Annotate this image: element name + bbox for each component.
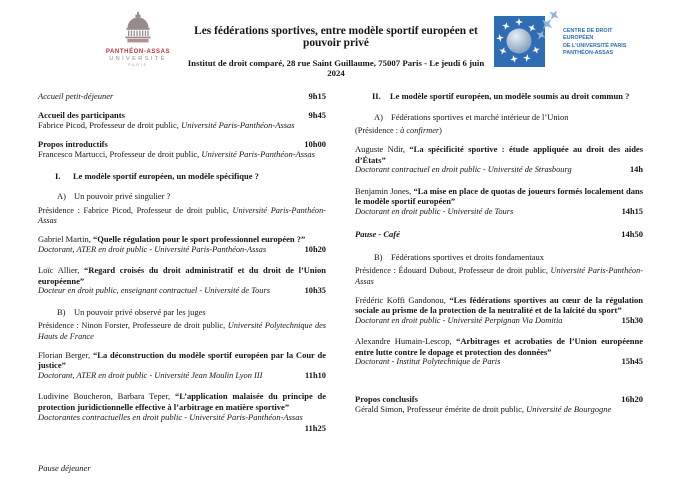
assas-logo-line3: PARIS: [128, 63, 148, 67]
subsection-heading-1a: [57, 191, 326, 202]
page-title: Les fédérations sportives, entre modèle sportif européen et pouvoir privé: [194, 25, 478, 49]
talk-jones: [355, 186, 643, 217]
program-item-closing: [355, 394, 643, 415]
session-title: Propos introductifs: [38, 138, 108, 149]
talk-quote: “La mise en place de quotas de joueurs formés localement dans le modèle sportif européen”: [355, 185, 643, 207]
speaker-name: Benjamin Jones,: [355, 185, 412, 196]
speaker-name: Alexandre Humain-Lescop,: [355, 336, 452, 347]
speaker-role: Doctorant en droit public - Université de Tours: [355, 206, 514, 216]
speaker-affiliation: Université Paris-Panthéon-Assas: [201, 149, 315, 160]
header: [38, 10, 644, 78]
item-time: 14h50: [621, 229, 643, 240]
speaker-role: Doctorant, ATER en droit public - Université Paris-Panthéon-Assas: [38, 244, 267, 254]
speaker-role: Doctorantes contractuelles en droit public - Université Paris-Panthéon-Assas: [38, 412, 303, 423]
eu-stars-globe-icon: [494, 11, 560, 74]
speaker-affiliation: Université Paris-Panthéon-Assas: [181, 120, 295, 131]
program-item-intro: [38, 139, 326, 160]
speaker-name: Frédéric Koffi Gandonou,: [355, 294, 446, 305]
section-heading-1: [55, 171, 326, 182]
talk-title: [38, 234, 326, 245]
chair-to-confirm: à confirmer: [400, 126, 440, 136]
item-label: Pause - Café: [355, 229, 400, 240]
talk-title: [355, 186, 643, 207]
session-speaker: [38, 149, 326, 160]
subsection-title: Un pouvoir privé singulier ?: [74, 191, 171, 202]
talk-quote: “Quelle régulation pour le sport professionnel européen ?”: [93, 234, 306, 245]
chair-affiliation: Université Polytechnique des Hauts de France: [38, 321, 327, 341]
subsection-title: Fédérations sportives et droits fondamentaux: [391, 251, 544, 262]
speaker-role: Doctorant, ATER en droit public - Université Jean Moulin Lyon III: [38, 370, 263, 380]
session-time: 9h45: [308, 109, 326, 120]
talk-title: [38, 350, 326, 371]
section-heading-2: [372, 91, 643, 102]
chair-affiliation: Université Paris-Panthéon-Assas: [38, 205, 326, 225]
subsection-title: Fédérations sportives et marché intérieur de l’Union: [391, 111, 569, 122]
program-item-lunch: Pause déjeuner: [38, 463, 91, 474]
session-heading: [38, 110, 326, 121]
talk-time: 15h45: [621, 357, 643, 367]
speaker-role: Docteur en droit public, enseignant contractuel - Université de Tours: [38, 286, 270, 296]
speaker-name: Florian Berger,: [38, 349, 91, 360]
talk-meta: [38, 286, 326, 296]
talk-meta: [355, 165, 643, 175]
chair-text: Présidence : Ninon Forster, Professeure de droit public,: [38, 321, 226, 331]
talk-quote: “Arbitrages et acrobaties de l’Union européenne entre lutte contre le dopage et protection des données”: [355, 336, 644, 357]
chair-line-1b: [38, 321, 326, 342]
assas-logo-line1: PANTHÉON-ASSAS: [105, 49, 171, 55]
speaker-name: Gérald Simon, Professeur émérite de droit public,: [355, 404, 525, 415]
speaker-role: Doctorant en droit public - Université Perpignan Via Domitia: [355, 316, 563, 325]
item-time: 9h15: [308, 91, 326, 101]
centre-droit-europeen-logo: [494, 10, 644, 74]
subsection-letter: A): [374, 111, 383, 122]
talk-title: [38, 391, 326, 412]
chair-affiliation: Université Paris-Panthéon-Assas: [355, 266, 643, 286]
talk-meta: [355, 207, 643, 217]
session-speaker: [355, 404, 643, 415]
talk-boucheron-teper: [38, 391, 326, 433]
talk-allier: [38, 265, 326, 296]
talk-quote: “Les fédérations sportives au cœur de la régulation sociale au prisme de la protection de la neutralité et de la laïcité du sport”: [355, 294, 643, 316]
talk-meta: [355, 357, 643, 367]
session-time: 16h20: [621, 393, 643, 404]
talk-title: [355, 336, 643, 357]
session-heading: [355, 394, 643, 405]
talk-meta: [355, 316, 643, 326]
talk-quote: “La spécificité sportive : étude appliquée au droit des aides d’États”: [355, 144, 644, 165]
program-item-coffee-break: [355, 229, 643, 240]
talk-martin: [38, 234, 326, 255]
session-time: 10h00: [304, 138, 326, 149]
page-subtitle: Institut de droit comparé, 28 rue Saint Guillaume, 75007 Paris - Le jeudi 6 juin 2024: [187, 58, 485, 78]
section-title: Le modèle sportif européen, un modèle spécifique ?: [73, 170, 259, 181]
header-titles: [178, 10, 494, 78]
subsection-heading-2b: [374, 252, 643, 263]
talk-time: 10h35: [304, 286, 326, 296]
chair-text-close: ): [439, 126, 442, 136]
talk-ndir: [355, 144, 643, 175]
cde-logo-line1: CENTRE DE DROIT EUROPÉEN: [563, 27, 613, 42]
pantheon-dome-icon: [123, 30, 153, 47]
session-heading: [38, 139, 326, 150]
subsection-letter: A): [57, 191, 66, 202]
speaker-name: Francesco Martucci, Professeur de droit public,: [38, 149, 200, 160]
subsection-heading-2a: [374, 112, 643, 123]
speaker-role: Doctorant - Institut Polytechnique de Paris: [355, 357, 501, 367]
chair-line-2b: [355, 266, 643, 287]
talk-gandonou: [355, 295, 643, 326]
talk-quote: “L’application malaisée du principe de protection juridictionnelle effective à l’arbitrage en matière sportive”: [38, 391, 326, 412]
program-columns: [38, 91, 644, 481]
talk-time: 14h15: [621, 206, 643, 216]
speaker-name: Loïc Allier,: [38, 265, 80, 276]
cde-logo-line3: PANTHÉON-ASSAS: [563, 49, 614, 56]
chair-text: Présidence : Édouard Dubout, Professeur de droit public,: [355, 266, 548, 276]
talk-title: [355, 144, 643, 165]
talk-humain-lescop: [355, 336, 643, 367]
session-speaker: [38, 120, 326, 131]
talk-time: 14h: [629, 165, 643, 175]
chair-line-2a: [355, 126, 643, 136]
talk-meta: [38, 371, 326, 381]
subsection-letter: B): [57, 306, 66, 317]
section-title: Le modèle sportif européen, un modèle soumis au droit commun ?: [390, 91, 630, 101]
subsection-letter: B): [374, 251, 383, 262]
speaker-affiliation: Université de Bourgogne: [526, 404, 612, 415]
talk-quote: “Regard croisés du droit administratif et du droit de l’Union européenne”: [38, 265, 326, 286]
program-column-afternoon: [355, 91, 643, 481]
talk-berger: [38, 350, 326, 381]
subsection-heading-1b: [57, 307, 326, 318]
section-number: I.: [55, 170, 61, 181]
talk-title: [355, 295, 643, 316]
program-item-breakfast: [38, 91, 326, 102]
speaker-name: Fabrice Picod, Professeur de droit public,: [38, 120, 179, 131]
item-label: Accueil petit-déjeuner: [38, 91, 114, 101]
section-number: II.: [372, 91, 381, 101]
program-column-morning: [38, 91, 326, 481]
talk-time: 15h30: [621, 316, 643, 325]
talk-meta: [38, 245, 326, 255]
talk-time: 11h10: [305, 370, 326, 380]
speaker-name: Ludivine Boucheron, Barbara Teper,: [38, 391, 171, 402]
talk-time: 10h20: [304, 244, 326, 254]
subsection-title: Un pouvoir privé observé par les juges: [74, 306, 206, 317]
chair-text: (Présidence :: [355, 126, 401, 136]
speaker-role: Doctorant contractuel en droit public - Université de Strasbourg: [355, 165, 572, 175]
session-title: Accueil des participants: [38, 109, 125, 120]
session-title: Propos conclusifs: [355, 393, 418, 404]
program-item-welcome: [38, 110, 326, 131]
chair-line-1a: [38, 206, 326, 227]
chair-text: Présidence : Fabrice Picod, Professeur de droit public,: [38, 205, 229, 215]
speaker-name: Auguste Ndir,: [355, 144, 406, 155]
cde-logo-line2: DE L’UNIVERSITÉ PARIS: [563, 42, 627, 49]
assas-logo-line2: UNIVERSITÉ: [109, 56, 167, 62]
talk-time: 11h25: [304, 422, 326, 433]
pantheon-assas-university-logo: [98, 10, 178, 67]
cde-logo-text: [563, 28, 644, 57]
talk-title: [38, 265, 326, 286]
talk-quote: “La déconstruction du modèle sportif européen par la Cour de justice”: [38, 349, 327, 371]
speaker-name: Gabriel Martin,: [38, 234, 91, 245]
